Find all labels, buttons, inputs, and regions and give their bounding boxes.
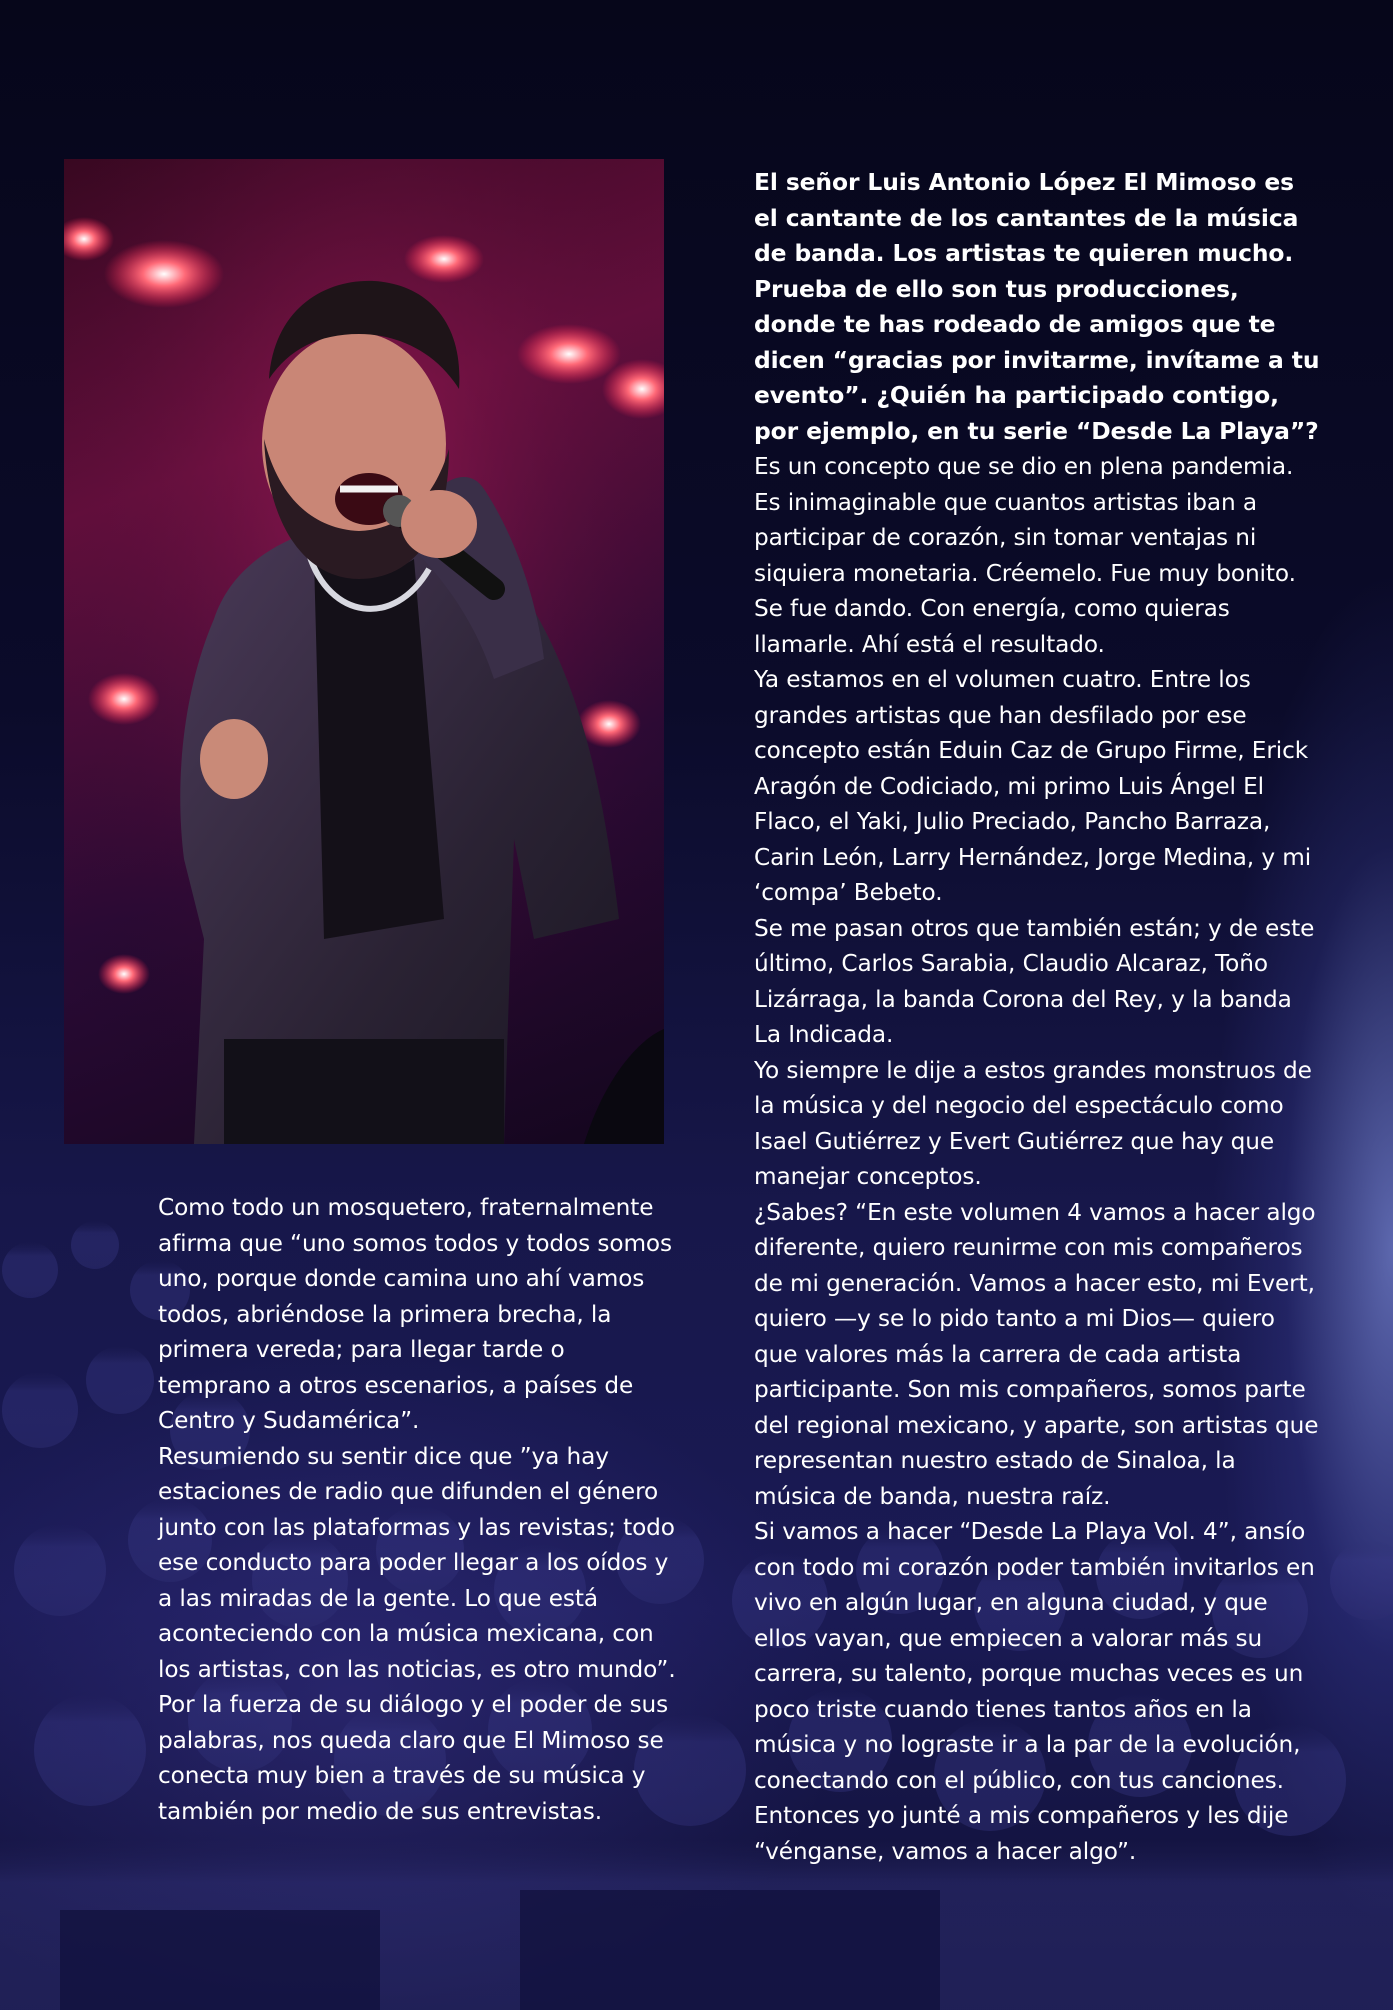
answer-paragraph-3: Se me pasan otros que también están; y de este último, Carlos Sarabia, Claudio Alcaraz, Toño Lizárraga, la banda Corona del Rey, y la banda La Indicada.	[754, 914, 1315, 1048]
left-paragraph-2: Resumiendo su sentir dice que ”ya hay estaciones de radio que difunden el género junto con las plataformas y las revistas; todo ese conducto para poder llegar a los oídos y a las miradas de la gente. Lo que está aconteciendo con la música mexicana, con los artistas, con las noticias, es otro mundo”.	[158, 1442, 676, 1683]
interview-question: El señor Luis Antonio López El Mimoso es el cantante de los cantantes de la música de banda. Los artistas te quieren mucho. Prueba de ello son tus producciones, donde te has rodeado de amigos que te dicen “gracias por invitarme, invítame a tu evento”. ¿Quién ha participado contigo, por ejemplo, en tu serie “Desde La Playa”?	[754, 168, 1320, 445]
singer-photo	[64, 159, 664, 1144]
right-column	[754, 165, 1322, 1869]
answer-paragraph-6: Si vamos a hacer “Desde La Playa Vol. 4”, ansío con todo mi corazón poder también invitarlos en vivo en algún lugar, en alguna ciudad, y que ellos vayan, que empiecen a valorar más su carrera, su talento, porque muchas veces es un poco triste cuando tienes tantos años en la música y no lograste ir a la par de la evolución, conectando con el público, con tus canciones. Entonces yo junté a mis compañeros y les dije “vénganse, vamos a hacer algo”.	[754, 1518, 1315, 1865]
answer-paragraph-4: Yo siempre le dije a estos grandes monstruos de la música y del negocio del espectáculo como Isael Gutiérrez y Evert Gutiérrez que hay que manejar conceptos.	[754, 1056, 1312, 1190]
left-paragraph-3: Por la fuerza de su diálogo y el poder de sus palabras, nos queda claro que El Mimoso se conecta muy bien a través de su música y también por medio de sus entrevistas.	[158, 1691, 669, 1825]
answer-paragraph-1: Es un concepto que se dio en plena pandemia. Es inimaginable que cuantos artistas iban a participar de corazón, sin tomar ventajas ni siquiera monetaria. Créemelo. Fue muy bonito. Se fue dando. Con energía, como quieras llamarle. Ahí está el resultado.	[754, 453, 1296, 658]
answer-paragraph-5: ¿Sabes? “En este volumen 4 vamos a hacer algo diferente, quiero reunirme con mis compañeros de mi generación. Vamos a hacer esto, mi Evert, quiero —y se lo pido tanto a mi Dios— quiero que valores más la carrera de cada artista participante. Son mis compañeros, somos parte del regional mexicano, y aparte, son artistas que representan nuestro estado de Sinaloa, la música de banda, nuestra raíz.	[754, 1198, 1319, 1510]
answer-paragraph-2: Ya estamos en el volumen cuatro. Entre los grandes artistas que han desfilado por ese concepto están Eduin Caz de Grupo Firme, Erick Aragón de Codiciado, mi primo Luis Ángel El Flaco, el Yaki, Julio Preciado, Pancho Barraza, Carin León, Larry Hernández, Jorge Medina, y mi ‘compa’ Bebeto.	[754, 666, 1312, 906]
singer-photo-illustration	[64, 159, 664, 1144]
left-paragraph-1: Como todo un mosquetero, fraternalmente afirma que “uno somos todos y todos somos uno, porque donde camina uno ahí vamos todos, abriéndose la primera brecha, la primera vereda; para llegar tarde o temprano a otros escenarios, a países de Centro y Sudamérica”.	[158, 1194, 672, 1434]
left-column	[158, 1190, 678, 1829]
